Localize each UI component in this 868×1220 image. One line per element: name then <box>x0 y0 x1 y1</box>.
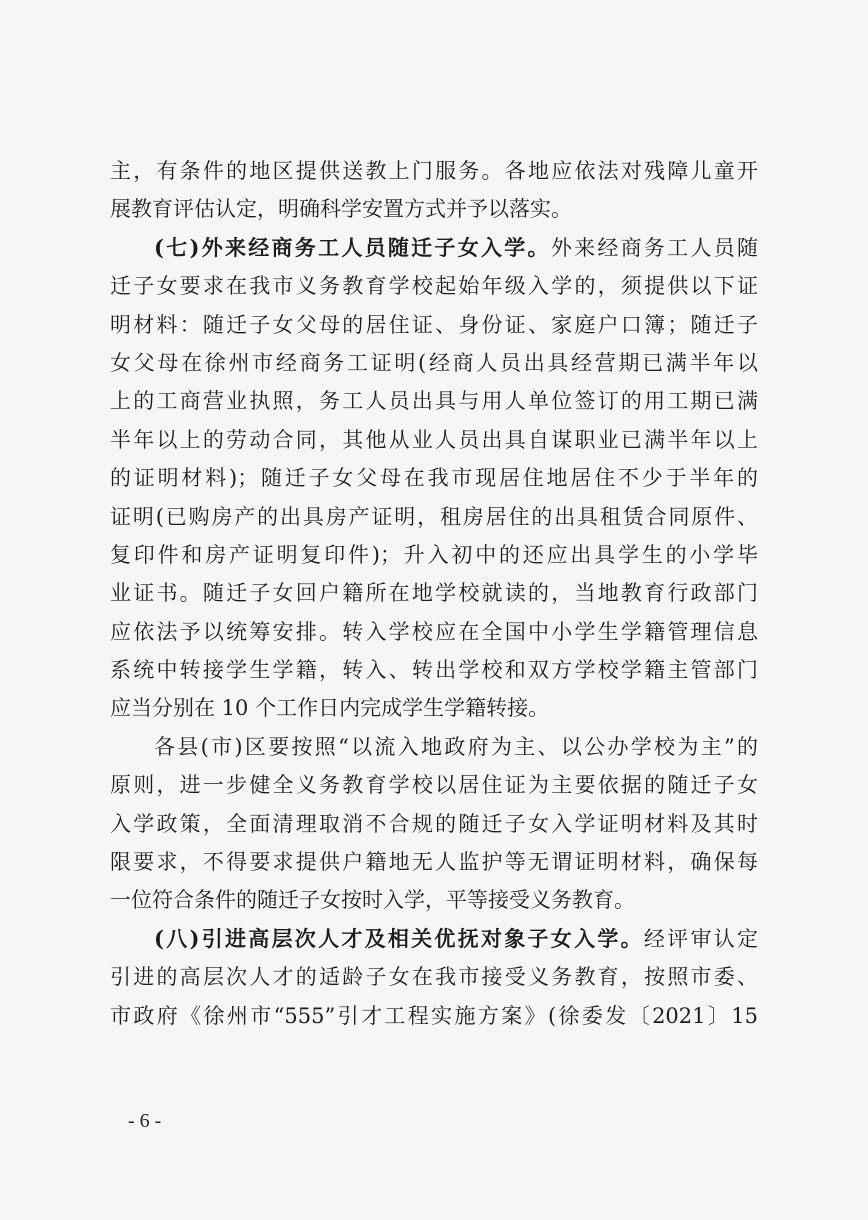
text-line: 应当分别在 10 个工作日内完成学生学籍转接。 <box>110 696 550 721</box>
section-heading: (八)引进高层次人才及相关优抚对象子女入学。 <box>154 925 644 951</box>
text-line: 入学政策，全面清理取消不合规的随迁子女入学证明材料及其时 <box>110 811 758 836</box>
text-run: 外来经商务工人员随 <box>550 235 758 260</box>
text-line: 明材料：随迁子女父母的居住证、身份证、家庭户口簿；随迁子 <box>110 312 758 337</box>
text-line: 应依法予以统筹安排。转入学校应在全国中小学生学籍管理信息 <box>110 619 758 644</box>
text-line: 各县(市)区要按照“以流入地政府为主、以公办学校为主”的 <box>154 734 758 759</box>
text-line: 的证明材料)；随迁子女父母在我市现居住地居住不少于半年的 <box>110 466 758 491</box>
text-line: 迁子女要求在我市义务教育学校起始年级入学的，须提供以下证 <box>110 274 758 299</box>
text-line <box>110 229 758 267</box>
text-run: 经评审认定 <box>643 926 758 951</box>
text-line: 主，有条件的地区提供送教上门服务。各地应依法对残障儿童开 <box>110 159 758 183</box>
text-line: 限要求，不得要求提供户籍地无人监护等无谓证明材料，确保每 <box>110 850 758 875</box>
text-line: 复印件和房产证明复印件)；升入初中的还应出具学生的小学毕 <box>110 542 758 567</box>
text-line: 引进的高层次人才的适龄子女在我市接受义务教育，按照市委、 <box>110 965 758 990</box>
text-line <box>110 920 758 958</box>
text-line: 系统中转接学生学籍，转入、转出学校和双方学校学籍主管部门 <box>110 658 758 683</box>
text-line: 展教育评估认定，明确科学安置方式并予以落实。 <box>110 197 572 222</box>
text-line: 一位符合条件的随迁子女按时入学，平等接受义务教育。 <box>110 888 635 913</box>
paragraph <box>110 728 758 920</box>
text-line: 半年以上的劳动合同，其他从业人员出具自谋职业已满半年以上 <box>110 427 758 452</box>
paragraph <box>110 920 758 1035</box>
text-line: 业证书。随迁子女回户籍所在地学校就读的，当地教育行政部门 <box>110 581 758 606</box>
text-line: 上的工商营业执照，务工人员出具与用人单位签订的用工期已满 <box>110 389 758 414</box>
paragraph <box>110 229 758 728</box>
document-body <box>110 152 758 1035</box>
text-line: 女父母在徐州市经商务工证明(经商人员出具经营期已满半年以 <box>110 350 758 375</box>
paragraph <box>110 152 758 229</box>
text-line: 证明(已购房产的出具房产证明，租房居住的出具租赁合同原件、 <box>110 504 758 529</box>
section-heading: (七)外来经商务工人员随迁子女入学。 <box>154 234 551 260</box>
text-line: 市政府《徐州市“555”引才工程实施方案》(徐委发〔2021〕15 <box>110 1003 758 1028</box>
text-line: 原则，进一步健全义务教育学校以居住证为主要依据的随迁子女 <box>110 773 758 798</box>
page-number: - 6 - <box>128 1110 162 1132</box>
